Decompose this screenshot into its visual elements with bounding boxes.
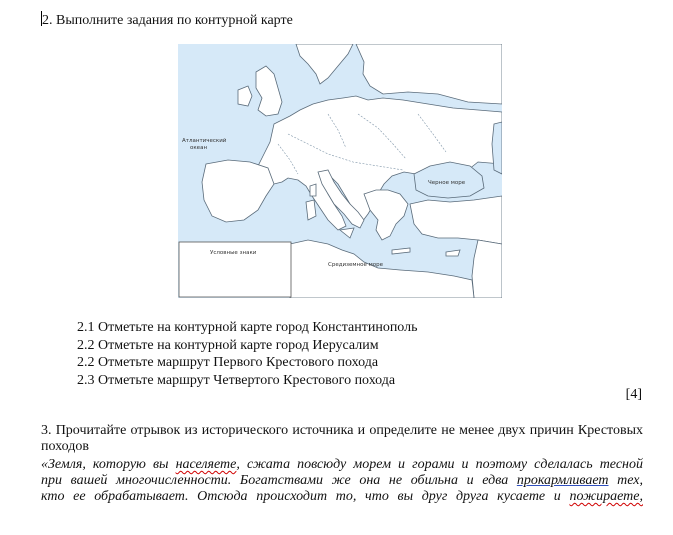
- score-marker: [4]: [625, 387, 642, 402]
- subtask-item: 2.2 Отметьте маршрут Первого Крестового похода: [77, 355, 379, 370]
- map-caspian: [492, 122, 502, 174]
- map-label-atlantic-1: Атлантический: [182, 138, 227, 144]
- source-quote: [41, 457, 643, 505]
- spellcheck-word: населяете: [175, 457, 237, 472]
- quote-line-1: «Земля, которую вы населяете, сжата повсюду морем и горами и поэтому сделалась тесной: [41, 457, 643, 472]
- quote-line-3: кто ее обрабатывает. Отсюда происходит то, что вы друг друга кусаете и пожираете,: [41, 489, 643, 504]
- map-corsica: [310, 184, 316, 196]
- map-sardinia: [306, 200, 316, 220]
- task3-heading: 3. Прочитайте отрывок из исторического источника и определите не менее двух причин Крестовых походов: [41, 423, 643, 454]
- map-levant: [472, 240, 502, 298]
- subtask-item: 2.3 Отметьте маршрут Четвертого Крестового похода: [77, 372, 396, 388]
- map-legend-title: Условные знаки: [210, 250, 257, 256]
- subtask-item: 2.1 Отметьте на контурной карте город Константинополь: [77, 320, 418, 335]
- grammar-word: прокармливает: [516, 473, 609, 488]
- task2-title: 2. Выполните задания по контурной карте: [42, 13, 293, 28]
- subtask-list: [77, 319, 418, 389]
- spellcheck-word: пожираете,: [569, 489, 643, 504]
- task3: [41, 423, 643, 505]
- map-label-black-sea: Черное море: [428, 180, 466, 186]
- map-label-atlantic-2: океан: [190, 145, 208, 151]
- quote-line-2: при вашей многочисленности. Богатствами же она не обильна и едва прокармливает тех,: [41, 473, 643, 488]
- map-label-mediterranean: Средиземное море: [328, 262, 384, 268]
- contour-map[interactable]: [178, 44, 502, 298]
- subtask-item: 2.2 Отметьте на контурной карте город Иерусалим: [77, 337, 379, 353]
